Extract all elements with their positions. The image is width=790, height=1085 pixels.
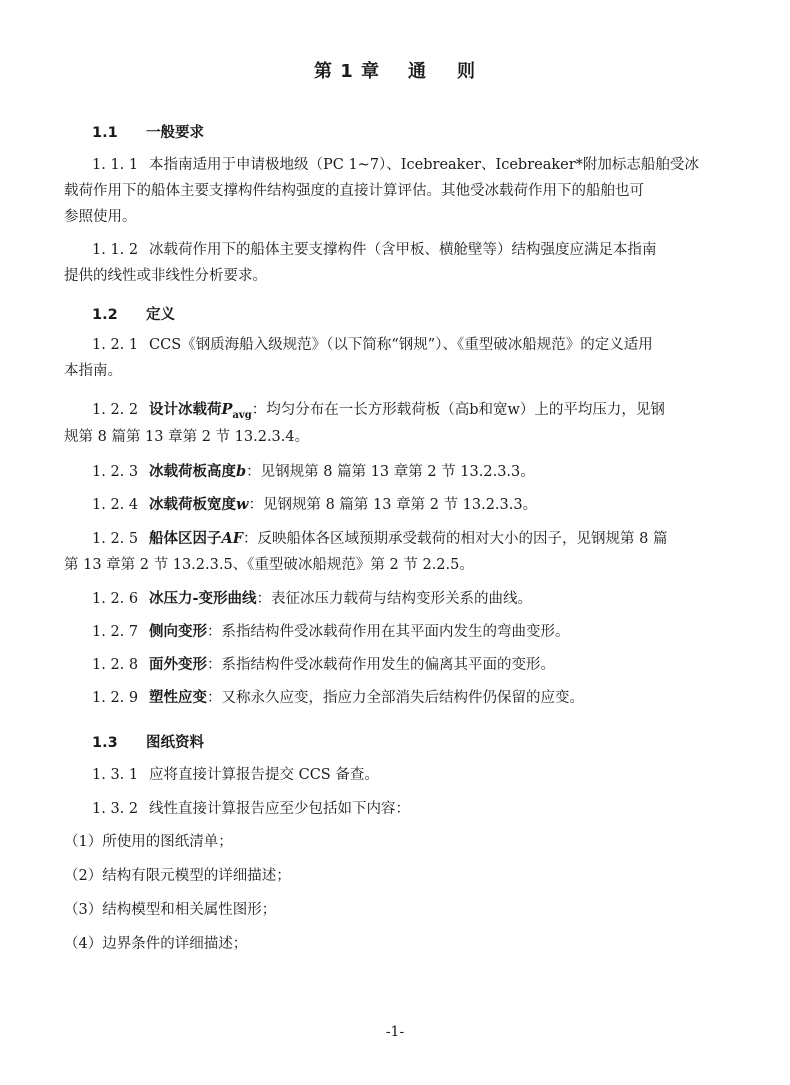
section-heading-1-3: 1.3 图纸资料 [92,735,204,751]
paragraph-1-2-1-line1: 1. 2. 1 CCS《钢质海船入级规范》（以下简称“钢规”）、《重型破冰船规范》的定义适用 [92,337,653,353]
symbol-p-subscript: avg [232,409,252,421]
paragraph-1-1-1-line1: 1. 1. 1 本指南适用于申请极地级（PC 1~7）、Icebreaker、Icebreaker*附加标志船舶受冰 [92,157,699,173]
paragraph-1-2-5-line1: 1. 2. 5 船体区因子AF：反映船体各区域预期承受载荷的相对大小的因子，见钢规第 8 篇 [92,530,668,547]
paragraph-1-2-4: 1. 2. 4 冰载荷板宽度w：见钢规第 8 篇第 13 章第 2 节 13.2.3.3。 [92,496,538,513]
paragraph-1-2-9: 1. 2. 9 塑性应变：又称永久应变，指应力全部消失后结构件仍保留的应变。 [92,690,584,706]
term-design-ice-load: 设计冰载荷 [149,402,222,418]
paragraph-1-1-2-line2: 提供的线性或非线性分析要求。 [64,268,267,284]
paragraph-1-2-5-line2: 第 13 章第 2 节 13.2.3.5、《重型破冰船规范》第 2 节 2.2.5。 [64,557,474,573]
paragraph-1-2-1-line2: 本指南。 [64,363,122,379]
paragraph-1-2-2-line1: 1. 2. 2 设计冰载荷$P_{avg}$：均匀分布在一长方形载荷板（高b和宽w）上的平均压力，见钢 [92,401,665,421]
list-item: （4）边界条件的详细描述； [64,936,248,952]
paragraph-1-2-8: 1. 2. 8 面外变形：系指结构件受冰载荷作用发生的偏离其平面的变形。 [92,657,555,673]
list-item: （2）结构有限元模型的详细描述； [64,868,291,884]
section-heading-1-2: 1.2 定义 [92,307,175,323]
paragraph-1-1-2-line1: 1. 1. 2 冰载荷作用下的船体主要支撑构件（含甲板、横舱壁等）结构强度应满足本指南 [92,242,657,258]
paragraph-1-2-2-line2: 规第 8 篇第 13 章第 2 节 13.2.3.4。 [64,429,310,445]
paragraph-1-2-3: 1. 2. 3 冰载荷板高度b：见钢规第 8 篇第 13 章第 2 节 13.2.3.3。 [92,463,535,480]
paragraph-1-1-1-line2: 载荷作用下的船体主要支撑构件结构强度的直接计算评估。其他受冰载荷作用下的船舶也可 [64,183,644,199]
paragraph-1-3-2: 1. 3. 2 线性直接计算报告应至少包括如下内容： [92,801,410,817]
paragraph-1-1-1-line3: 参照使用。 [64,209,137,225]
paragraph-1-2-6: 1. 2. 6 冰压力-变形曲线：表征冰压力载荷与结构变形关系的曲线。 [92,591,533,607]
list-item: （1）所使用的图纸清单； [64,834,233,850]
list-item: （3）结构模型和相关属性图形； [64,902,277,918]
paragraph-1-3-1: 1. 3. 1 应将直接计算报告提交 CCS 备查。 [92,767,379,783]
section-heading-1-1: 1.1 一般要求 [92,125,204,141]
paragraph-1-2-7: 1. 2. 7 侧向变形：系指结构件受冰载荷作用在其平面内发生的弯曲变形。 [92,624,570,640]
page-number: -1- [385,1024,405,1040]
symbol-p: P [221,401,233,418]
chapter-title: 第 1 章 通 则 [313,61,477,82]
